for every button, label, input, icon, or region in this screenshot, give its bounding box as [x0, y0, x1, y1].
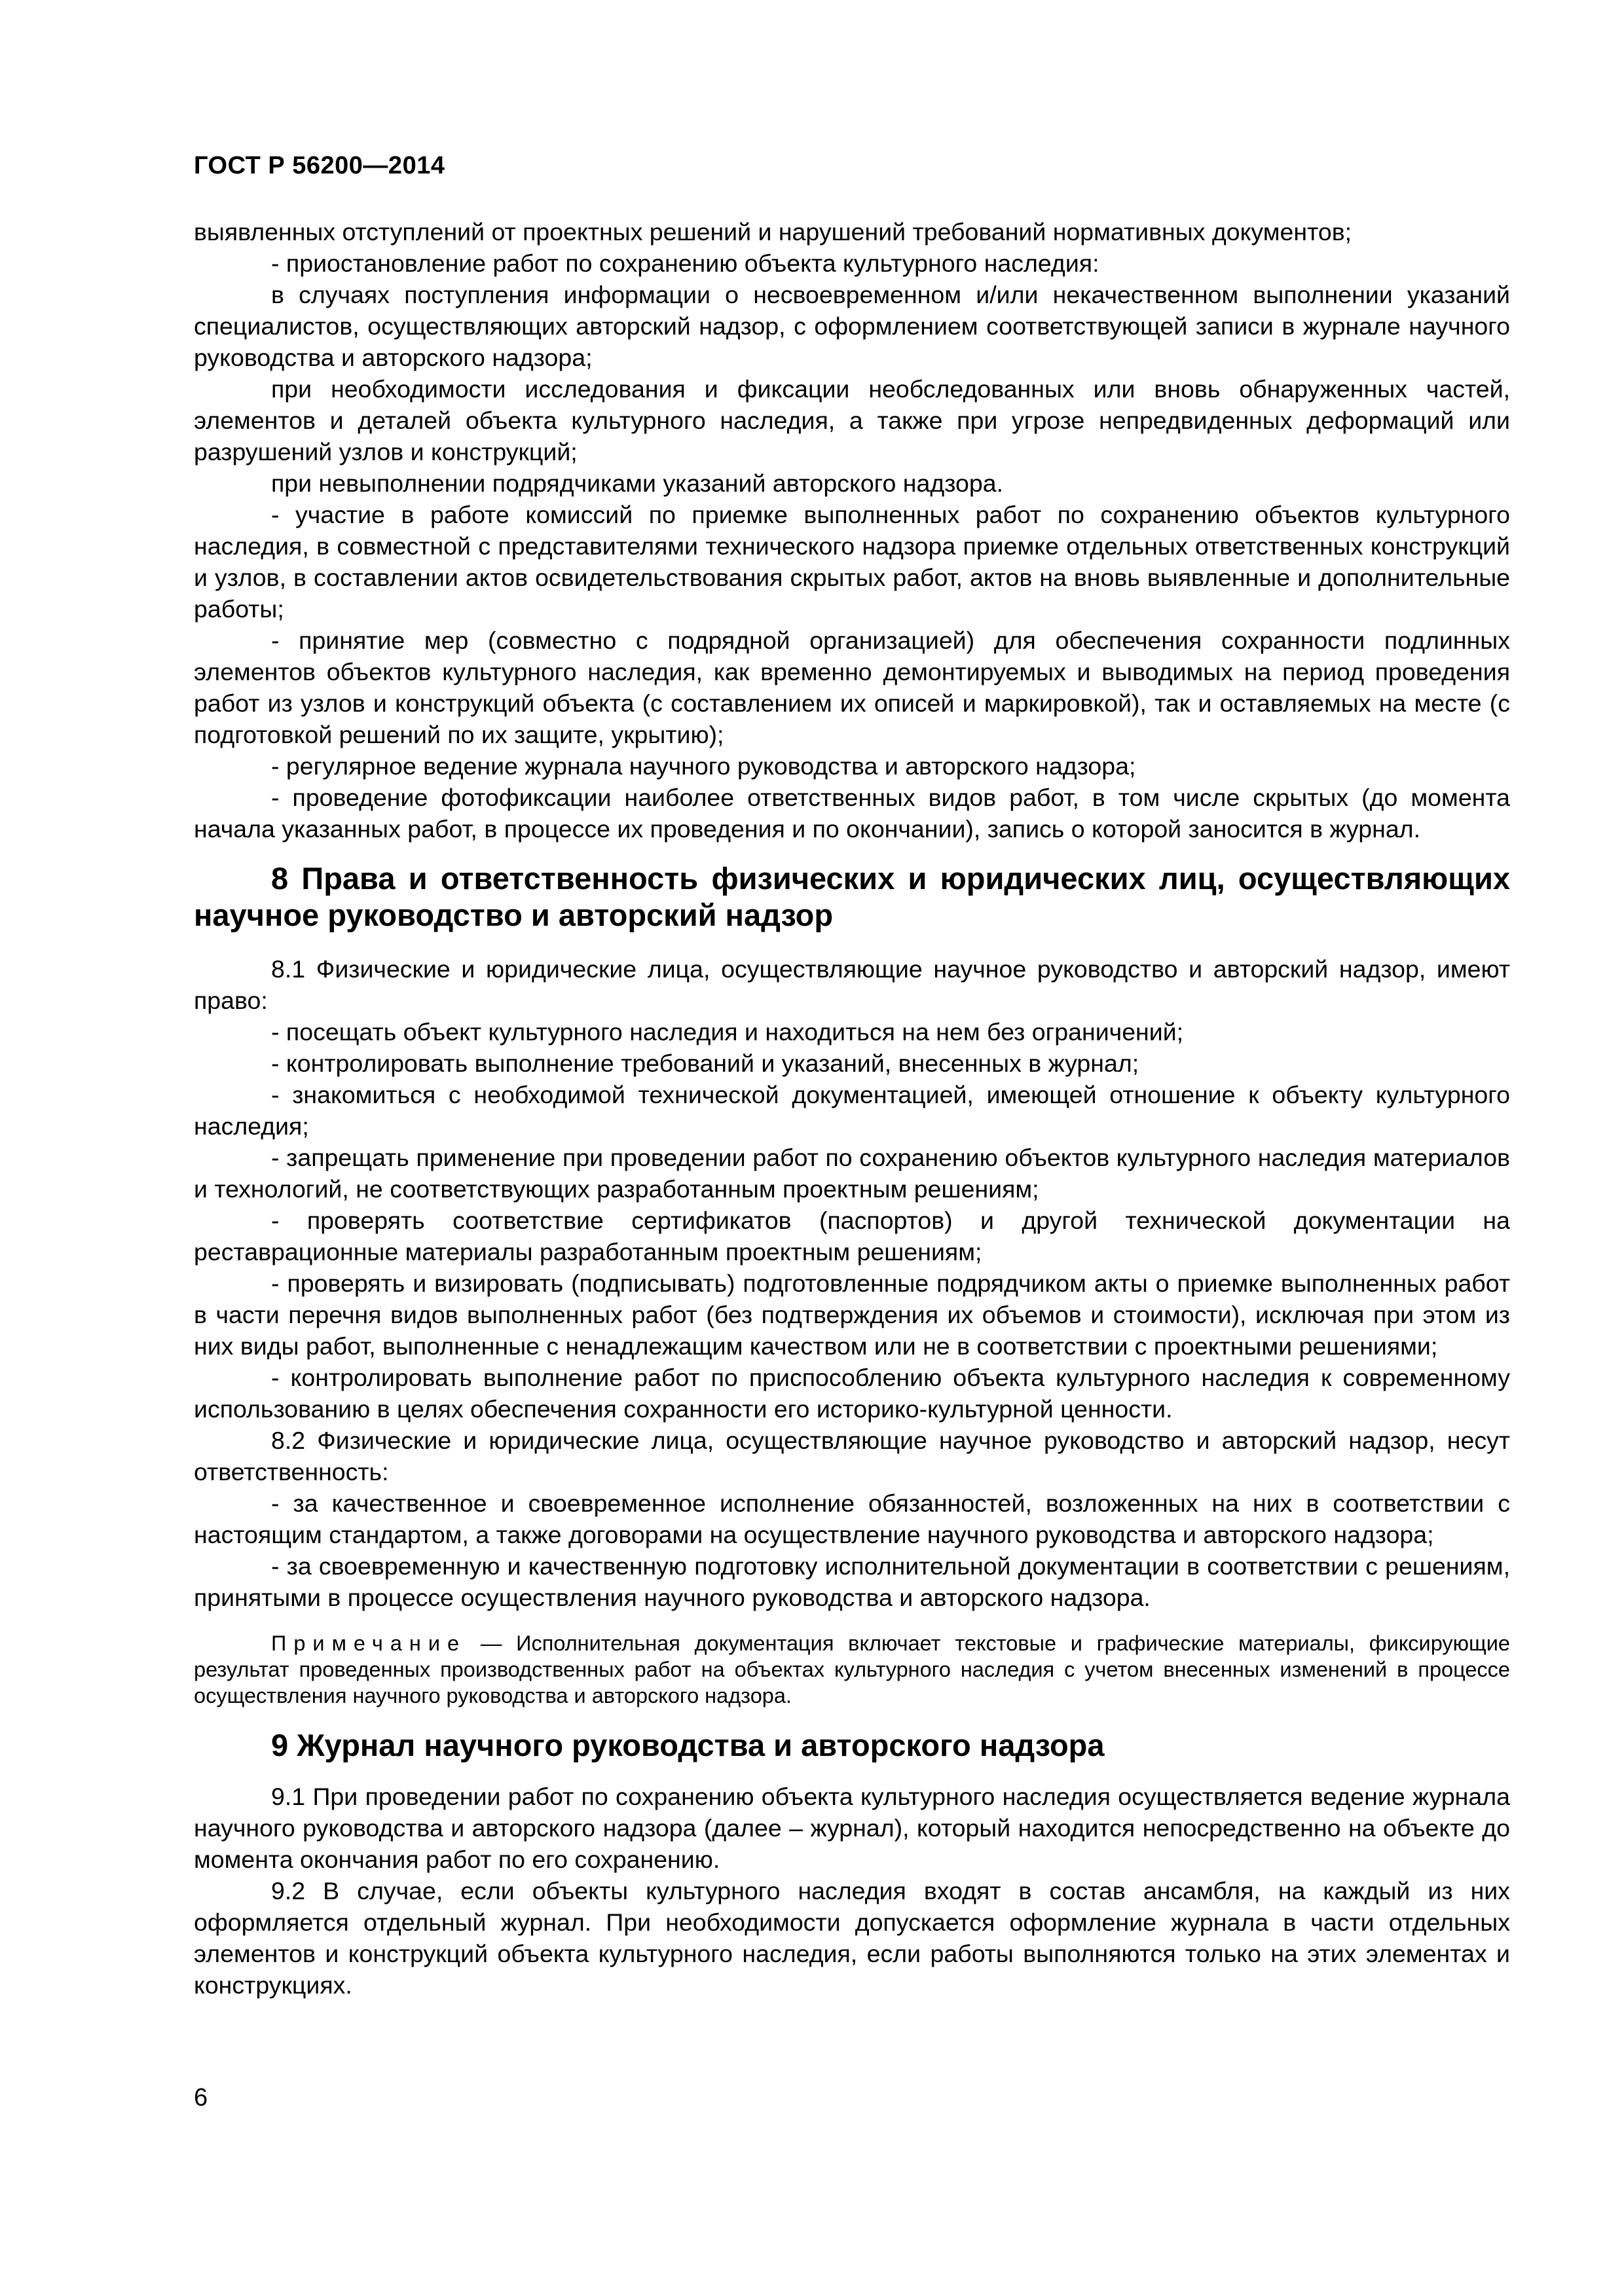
list-item-right-control: - контролировать выполнение требований и указаний, внесенных в журнал; [271, 1049, 1139, 1077]
page-content [194, 216, 1510, 2001]
list-item-commission: - участие в работе комиссий по приемке выполненных работ по сохранению объектов культурного наследия, в совместной с представителями технического надзора приемке отдельных ответственных конструкций и узлов, в составлении актов освидетельствования скрытых работ, актов на вновь выявленные и дополнительные работы; [194, 501, 1510, 623]
document-code-header: ГОСТ Р 56200—2014 [194, 152, 445, 179]
list-item-right-check-certificates: - проверять соответствие сертификатов (паспортов) и другой технической документации на реставрационные материалы разработанным проектным решениям; [194, 1207, 1510, 1266]
clause-9-1: 9.1 При проведении работ по сохранению объекта культурного наследия осуществляется ведение журнала научного руководства и авторского надзора (далее – журнал), который находится непосредственно на объекте до момента окончания работ по его сохранению. [194, 1783, 1510, 1873]
note-label: Примечание [271, 1631, 467, 1655]
list-item-suspension: - приостановление работ по сохранению объекта культурного наследия: [271, 249, 1099, 277]
paragraph-suspension-case-3: при невыполнении подрядчиками указаний авторского надзора. [271, 469, 1004, 497]
paragraph-suspension-case-1: в случаях поступления информации о несвоевременном и/или некачественном выполнении указаний специалистов, осуществляющих авторский надзор, с оформлением соответствующей записи в журнале научного руководства и авторского надзора; [194, 281, 1510, 371]
list-item-responsibility-duties: - за качественное и своевременное исполнение обязанностей, возложенных на них в соответствии с настоящим стандартом, а также договорами на осуществление научного руководства и авторского надзора; [194, 1489, 1510, 1548]
clause-8-2: 8.2 Физические и юридические лица, осуществляющие научное руководство и авторский надзор, несут ответственность: [194, 1427, 1510, 1485]
note-paragraph [194, 1630, 1510, 1709]
page-number: 6 [194, 2084, 208, 2111]
paragraph-suspension-case-2: при необходимости исследования и фиксации необследованных или вновь обнаруженных частей, элементов и деталей объекта культурного наследия, а также при угрозе непредвиденных деформаций или разрушений узлов и конструкций; [194, 375, 1510, 465]
note-text: — Исполнительная документация включает текстовые и графические материалы, фиксирующие результат проведенных производственных работ на объектах культурного наследия с учетом внесенных изменений в процессе осуществления научного руководства и авторского надзора. [194, 1631, 1510, 1707]
list-item-photo-fixation: - проведение фотофиксации наиболее ответственных видов работ, в том числе скрытых (до момента начала указанных работ, в процессе их проведения и по окончании), запись о которой заносится в журнал. [194, 784, 1510, 843]
list-item-right-sign-acts: - проверять и визировать (подписывать) подготовленные подрядчиком акты о приемке выполненных работ в части перечня видов выполненных работ (без подтверждения их объемов и стоимости), исключая при этом из них виды работ, выполненные с ненадлежащим качеством или не в соответствии с проектными решениями; [194, 1269, 1510, 1360]
list-item-right-control-adaptation: - контролировать выполнение работ по приспособлению объекта культурного наследия к современному использованию в целях обеспечения сохранности его историко-культурной ценности. [194, 1364, 1510, 1423]
list-item-right-prohibit: - запрещать применение при проведении работ по сохранению объектов культурного наследия материалов и технологий, не соответствующих разработанным проектным решениям; [194, 1144, 1510, 1203]
clause-9-2: 9.2 В случае, если объекты культурного наследия входят в состав ансамбля, на каждый из них оформляется отдельный журнал. При необходимости допускается оформление журнала в части отдельных элементов и конструкций объекта культурного наследия, если работы выполняются только на этих элементах и конструкциях. [194, 1877, 1510, 1999]
list-item-responsibility-documentation: - за своевременную и качественную подготовку исполнительной документации в соответствии с решениям, принятыми в процессе осуществления научного руководства и авторского надзора. [194, 1552, 1510, 1611]
paragraph-continuation: выявленных отступлений от проектных решений и нарушений требований нормативных документов; [194, 218, 1352, 246]
list-item-journal-keeping: - регулярное ведение журнала научного руководства и авторского надзора; [271, 752, 1136, 780]
list-item-right-visit: - посещать объект культурного наследия и находиться на нем без ограничений; [271, 1018, 1184, 1046]
list-item-preservation-measures: - принятие мер (совместно с подрядной организацией) для обеспечения сохранности подлинных элементов объектов культурного наследия, как временно демонтируемых и выводимых на период проведения работ из узлов и конструкций объекта (с составлением их описей и маркировкой), так и оставляемых на месте (с подготовкой решений по их защите, укрытию); [194, 627, 1510, 748]
section-8-heading: 8 Права и ответственность физических и юридических лиц, осуществляющих научное руководство и авторский надзор [194, 861, 1510, 932]
list-item-right-documentation: - знакомиться с необходимой технической документацией, имеющей отношение к объекту культурного наследия; [194, 1081, 1510, 1140]
section-9-heading: 9 Журнал научного руководства и авторского надзора [271, 1728, 1105, 1762]
clause-8-1: 8.1 Физические и юридические лица, осуществляющие научное руководство и авторский надзор, имеют право: [194, 955, 1510, 1014]
